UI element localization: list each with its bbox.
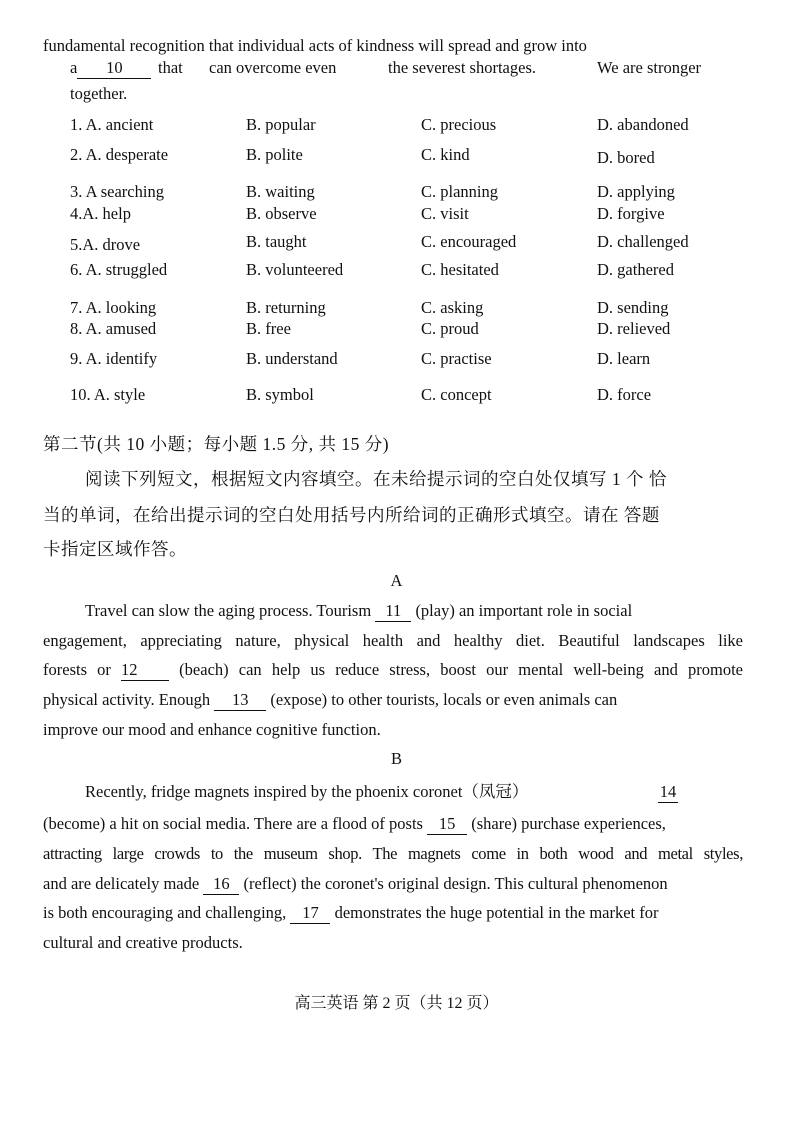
option: C. visit [421, 204, 469, 223]
blank-10: 10 [77, 60, 151, 79]
option: C. encouraged [421, 232, 517, 251]
option: D. force [597, 385, 652, 404]
option: D. sending [597, 298, 669, 317]
option: C. hesitated [421, 260, 499, 279]
text: forests or [43, 660, 122, 679]
text: (share) purchase experiences, [467, 814, 666, 833]
option: B. polite [246, 145, 303, 164]
blank-12: 12 [121, 662, 169, 681]
blank-17: 17 [290, 905, 330, 924]
passage-line: Recently, fridge magnets inspired by the phoenix coronet（凤冠） [85, 782, 529, 801]
option: D. bored [597, 148, 655, 167]
option: C. asking [421, 298, 484, 317]
option: B. taught [246, 232, 307, 251]
page-footer: 高三英语 第 2 页（共 12 页） [294, 995, 499, 1012]
option: 4.A. help [70, 204, 131, 223]
text: physical activity. Enough [43, 690, 215, 709]
option: D. abandoned [597, 115, 689, 134]
section-heading: 第二节(共 10 小题；每小题 1.5 分, 共 15 分) [43, 434, 390, 454]
option: 1. A. ancient [70, 115, 154, 134]
passage-line: attracting large crowds to the museum shop. The magnets come in both wood and metal styles, [43, 844, 743, 863]
passage-line: cultural and creative products. [43, 933, 243, 952]
option: C. concept [421, 385, 492, 404]
passage-line [658, 784, 678, 803]
blank-16: 16 [203, 876, 239, 895]
passage-line [43, 662, 743, 681]
passage-line [43, 692, 617, 711]
text: (beach) can help us reduce stress, boost our mental well-being and promote [169, 660, 743, 679]
option: D. relieved [597, 319, 671, 338]
passage-line [43, 905, 659, 924]
option: C. kind [421, 145, 470, 164]
passage-line: together. [70, 84, 128, 103]
instruction-line: 阅读下列短文，根据短文内容填空。在未给提示词的空白处仅填写 1 个 恰 [85, 469, 667, 489]
passage-text: that [158, 58, 183, 77]
passage-line [43, 876, 668, 895]
option: 5.A. drove [70, 235, 141, 254]
passage-line: fundamental recognition that individual acts of kindness will spread and grow into [43, 36, 587, 55]
option: C. precious [421, 115, 497, 134]
option: B. popular [246, 115, 316, 134]
passage-line: engagement, appreciating nature, physical health and healthy diet. Beautiful landscapes like [43, 631, 743, 650]
text: Travel can slow the aging process. Tourism [85, 601, 376, 620]
passage-line [70, 60, 151, 79]
passage-label-a: A [390, 571, 403, 590]
passage-text: can overcome even [209, 58, 337, 77]
option: B. free [246, 319, 291, 338]
text: demonstrates the huge potential in the market for [330, 903, 659, 922]
text: (play) an important role in social [411, 601, 633, 620]
option: 6. A. struggled [70, 260, 168, 279]
blank-15: 15 [427, 816, 467, 835]
option: B. waiting [246, 182, 315, 201]
option: B. volunteered [246, 260, 344, 279]
text: is both encouraging and challenging, [43, 903, 291, 922]
option: D. learn [597, 349, 651, 368]
option: 10. A. style [70, 385, 146, 404]
blank-14: 14 [659, 782, 677, 801]
option: 8. A. amused [70, 319, 157, 338]
passage-text: the severest shortages. [388, 58, 536, 77]
option: B. observe [246, 204, 317, 223]
option: D. gathered [597, 260, 674, 279]
option: D. challenged [597, 232, 689, 251]
option: 3. A searching [70, 182, 164, 201]
option: 7. A. looking [70, 298, 157, 317]
text: (reflect) the coronet's original design. This cultural phenomenon [239, 874, 668, 893]
option: C. practise [421, 349, 492, 368]
option: B. understand [246, 349, 338, 368]
option: B. returning [246, 298, 326, 317]
blank-13: 13 [214, 692, 266, 711]
option: C. planning [421, 182, 498, 201]
passage-line [85, 603, 632, 622]
instruction-line: 当的单词，在给出提示词的空白处用括号内所给词的正确形式填空。请在 答题 [43, 505, 660, 525]
passage-text: We are stronger [597, 58, 702, 77]
word: a [70, 58, 78, 77]
option: D. forgive [597, 204, 665, 223]
text: (become) a hit on social media. There are a flood of posts [43, 814, 428, 833]
blank-11: 11 [375, 603, 411, 622]
option: C. proud [421, 319, 479, 338]
option: D. applying [597, 182, 675, 201]
passage-label-b: B [390, 749, 402, 768]
text: (expose) to other tourists, locals or even animals can [266, 690, 618, 709]
option: 9. A. identify [70, 349, 158, 368]
option: B. symbol [246, 385, 314, 404]
text: and are delicately made [43, 874, 204, 893]
option: 2. A. desperate [70, 145, 169, 164]
instruction-line: 卡指定区域作答。 [43, 539, 187, 559]
passage-line [43, 816, 666, 835]
passage-line: improve our mood and enhance cognitive function. [43, 720, 381, 739]
